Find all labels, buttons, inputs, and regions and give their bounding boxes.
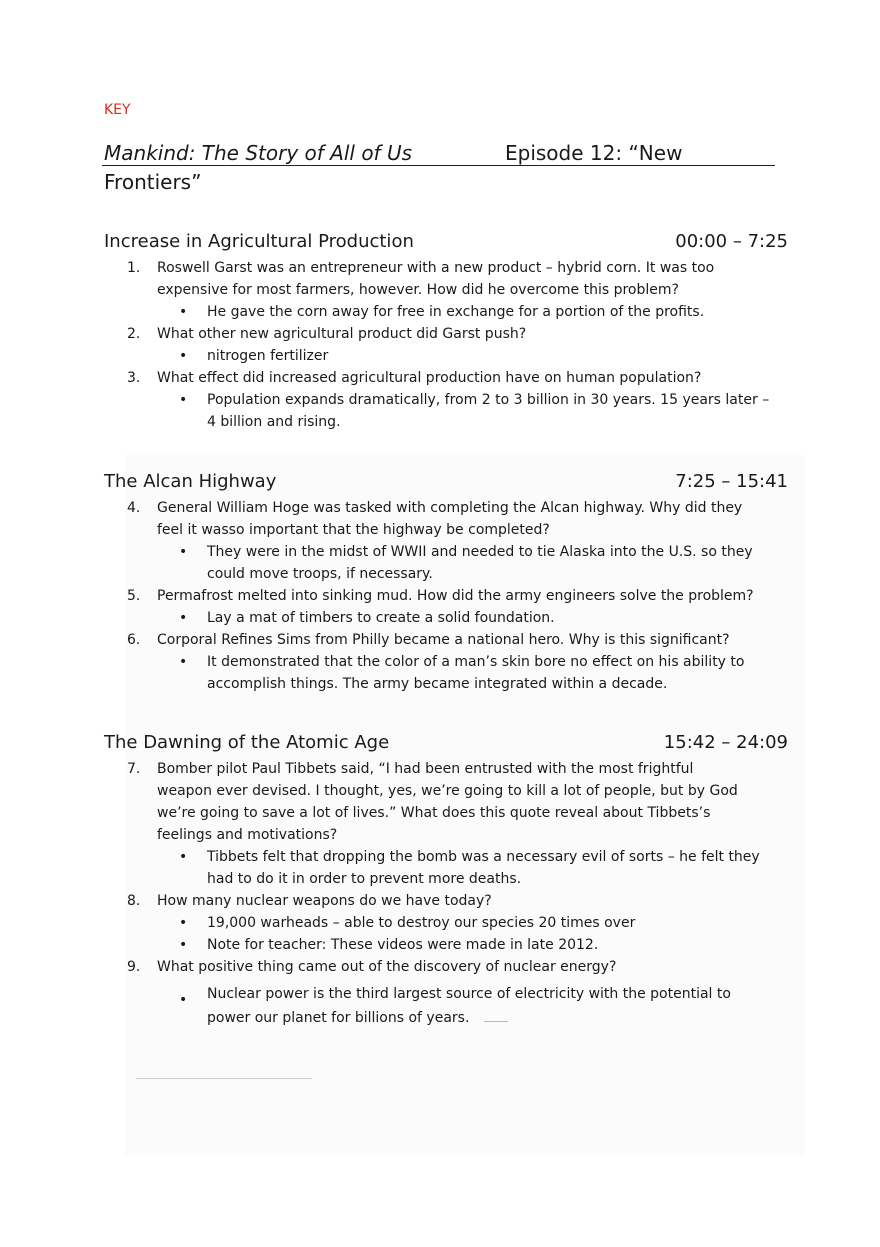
question-text: What effect did increased agricultural production have on human population? [157, 370, 702, 386]
bullet-icon: • [179, 992, 188, 1008]
question-text: Permafrost melted into sinking mud. How did the army engineers solve the problem? [157, 588, 754, 604]
question-number: 9. [127, 959, 141, 975]
answer-text: They were in the midst of WWII and needed to tie Alaska into the U.S. so they could move troops, if necessary. [207, 544, 753, 582]
question-item [104, 323, 788, 345]
answer-item [104, 982, 788, 1030]
answer-item [104, 912, 788, 934]
answer-item [104, 541, 788, 585]
answer-text: Tibbets felt that dropping the bomb was a necessary evil of sorts – he felt they had to do it in order to prevent more deaths. [207, 849, 760, 887]
answer-item [104, 345, 788, 367]
question-text: Bomber pilot Paul Tibbets said, “I had been entrusted with the most frightful weapon ever devised. I thought, yes, we’re going to kill a lot of people, but by God we’re going to save a lot of lives.” What does this quote reveal about Tibbets’s feelings and motivations? [157, 761, 738, 843]
answer-text: Population expands dramatically, from 2 to 3 billion in 30 years. 15 years later – 4 billion and rising. [207, 392, 770, 430]
answer-item [104, 301, 788, 323]
stray-mark [484, 1021, 508, 1022]
section-title: The Alcan Highway [104, 471, 277, 492]
episode-title-continued: Frontiers” [104, 170, 202, 194]
section-agricultural-production [104, 229, 788, 433]
section-header [104, 229, 788, 255]
section-timestamp: 00:00 – 7:25 [675, 231, 788, 252]
question-text: What other new agricultural product did Garst push? [157, 326, 527, 342]
section-title: The Dawning of the Atomic Age [104, 732, 390, 753]
bullet-icon: • [179, 304, 188, 320]
question-item [104, 497, 788, 541]
answer-text: 19,000 warheads – able to destroy our species 20 times over [207, 915, 636, 931]
bullet-icon: • [179, 937, 188, 953]
question-item [104, 629, 788, 651]
question-number: 6. [127, 632, 141, 648]
bullet-icon: • [179, 392, 188, 408]
question-item [104, 585, 788, 607]
question-item [104, 956, 788, 978]
answer-item [104, 389, 788, 433]
answer-text: Nuclear power is the third largest source of electricity with the potential to power our planet for billions of years. [207, 986, 731, 1026]
question-number: 3. [127, 370, 141, 386]
question-item [104, 257, 788, 301]
question-number: 5. [127, 588, 141, 604]
question-number: 8. [127, 893, 141, 909]
question-number: 4. [127, 500, 141, 516]
bullet-icon: • [179, 654, 188, 670]
footnote-rule [136, 1078, 312, 1079]
section-header [104, 469, 788, 495]
bullet-icon: • [179, 544, 188, 560]
question-number: 1. [127, 260, 141, 276]
section-alcan-highway [104, 469, 788, 695]
answer-text: nitrogen fertilizer [207, 348, 329, 364]
question-item [104, 367, 788, 389]
answer-text: Lay a mat of timbers to create a solid foundation. [207, 610, 555, 626]
series-title: Mankind: The Story of All of Us [104, 141, 413, 165]
key-label: KEY [104, 102, 131, 118]
question-text: Corporal Refines Sims from Philly became a national hero. Why is this significant? [157, 632, 730, 648]
bullet-icon: • [179, 610, 188, 626]
answer-item [104, 934, 788, 956]
question-text: What positive thing came out of the discovery of nuclear energy? [157, 959, 617, 975]
question-text: How many nuclear weapons do we have today? [157, 893, 492, 909]
question-text: Roswell Garst was an entrepreneur with a new product – hybrid corn. It was too expensive for most farmers, however. How did he overcome this problem? [157, 260, 715, 298]
answer-item [104, 846, 788, 890]
section-title: Increase in Agricultural Production [104, 231, 414, 252]
question-number: 7. [127, 761, 141, 777]
answer-text: It demonstrated that the color of a man’s skin bore no effect on his ability to accomplish things. The army became integrated within a decade. [207, 654, 745, 692]
section-timestamp: 15:42 – 24:09 [663, 732, 788, 753]
bullet-icon: • [179, 348, 188, 364]
question-item [104, 758, 788, 846]
section-timestamp: 7:25 – 15:41 [675, 471, 788, 492]
section-header [104, 730, 788, 756]
bullet-icon: • [179, 849, 188, 865]
episode-title: Episode 12: “New [505, 141, 683, 165]
question-text: General William Hoge was tasked with completing the Alcan highway. Why did they feel it wasso important that the highway be completed? [157, 500, 743, 538]
section-atomic-age [104, 730, 788, 1030]
bullet-icon: • [179, 915, 188, 931]
question-number: 2. [127, 326, 141, 342]
answer-text: He gave the corn away for free in exchange for a portion of the profits. [207, 304, 705, 320]
answer-text: Note for teacher: These videos were made in late 2012. [207, 937, 599, 953]
answer-item [104, 651, 788, 695]
question-item [104, 890, 788, 912]
answer-item [104, 607, 788, 629]
